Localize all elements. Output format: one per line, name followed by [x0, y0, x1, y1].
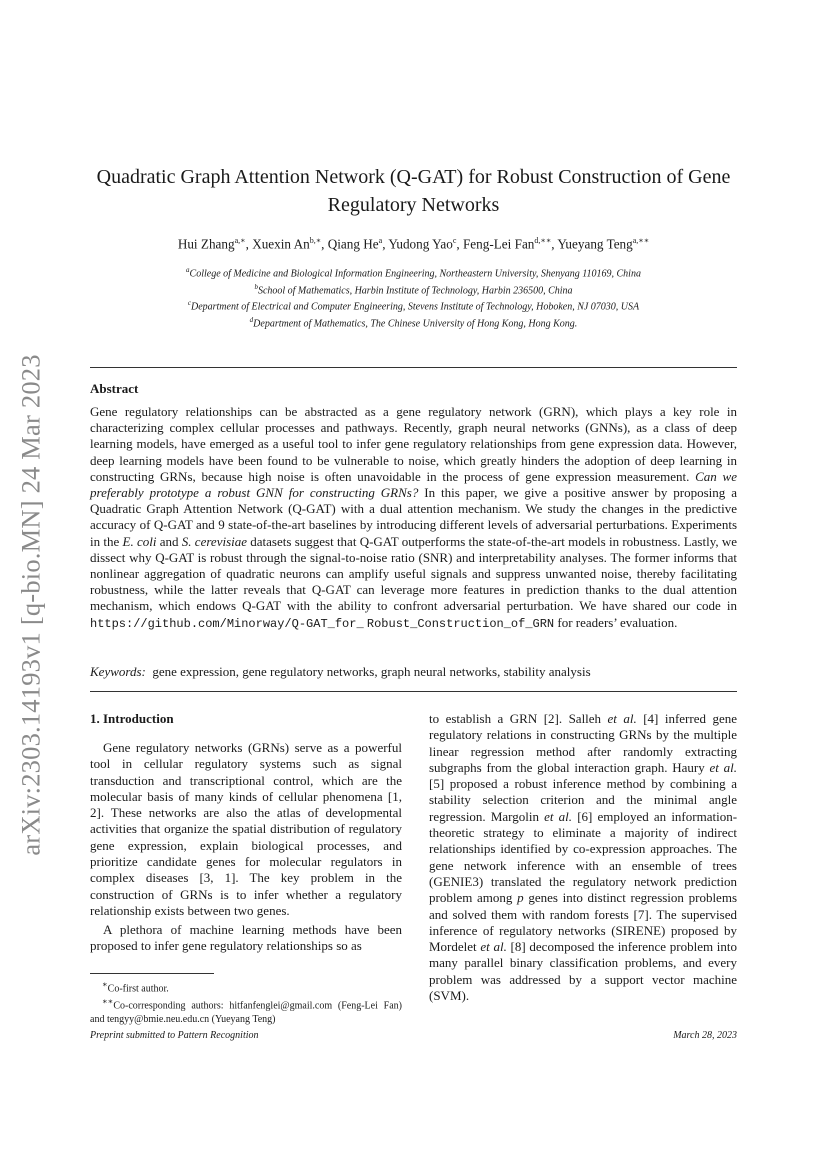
author-marker: a,∗ [234, 236, 246, 245]
intro-right-column: to establish a GRN [2]. Salleh et al. [4] inferred gene regulatory relations in constructing GRNs by the multiple linear regression method after randomly extracting subgraphs from the global interaction graph. Haury et al. [5] proposed a robust inference method by combining a stability selection criterion and the minimal angle regression. Margolin et al. [6] employed an information-theoretic strategy to eliminate a majority of indirect relationships identified by co-expression approaches. The gene network inference with an ensemble of trees (GENIE3) translated the regulatory network prediction problem among p genes into distinct regression problems and solved them with random forests [7]. The supervised inference of regulatory networks (SIRENE) proposed by Mordelet et al. [8] decomposed the inference problem into many parallel binary classification problems, and every problem was addressed by a support vector machine (SVM). [429, 711, 738, 1004]
author: Hui Zhang [177, 236, 235, 252]
author-list: Hui Zhang$^{a,∗}$, Xuexin $An^{b,∗}$, Qiang He$^a$, Yudong Yao$^c$, Feng-Lei Fan$^{d,∗∗}$, Yueyang Teng$^{a,∗∗}$ [177, 236, 650, 252]
author-marker: a [378, 236, 383, 245]
paper-title: Quadratic Graph Attention Network (Q-GAT) for Robust Construction of Gene Regulatory Networks [96, 166, 731, 216]
footer-submission-note: Preprint submitted to Pattern Recognition [90, 1030, 259, 1041]
section-heading-introduction: 1. Introduction [90, 711, 174, 726]
intro-paragraph-1: Gene regulatory networks (GRNs) serve as a powerful tool in cellular regulatory systems such as signal transduction and transcriptional control, which are the molecular basis of many kinds of cellular phenomena [1, 2]. These networks are also the atlas of developmental activities that organize the spatial distribution of regulatory gene expression, explain biological processes, and prioritize candidate genes for molecular regulators in complex diseases [3, 1]. The key problem in the construction of GRNs is to infer whether a regulatory relationship exists between two genes. [90, 740, 402, 918]
author-marker: b,∗ [309, 236, 322, 245]
abstract-body: Gene regulatory relationships can be abstracted as a gene regulatory network (GRN), which plays a key role in characterizing complex cellular processes and pathways. Recently, graph neural networks (GNNs), as a class of deep learning models, have emerged as a useful tool to infer gene regulatory relationships from gene expression data. However, deep learning models have been found to be vulnerable to noise, which greatly hinders the adoption of deep learning in constructing GRNs, because high noise is often unavoidable in the process of gene expression measurement. Can we preferably prototype a robust GNN for constructing GRNs? In this paper, we give a positive answer by proposing a Quadratic Graph Attention Network (Q-GAT) with a dual attention mechanism. We study the changes in the predictive accuracy of Q-GAT and 9 state-of-the-art baselines by introducing different levels of adversarial perturbations. Experiments in the E. coli and S. cerevisiae datasets suggest that Q-GAT outperforms the state-of-the-art models in robustness. Lastly, we dissect why Q-GAT is robust through the signal-to-noise ratio (SNR) and interpretability analyses. The former informs that nonlinear aggregation of quadratic neurons can amplify useful signals and suppress unwanted noise, thereby facilitating robustness, while the latter reveals that Q-GAT can leverage more features in prediction thanks to the dual attention mechanism, which endows Q-GAT with the ability to confront adversarial perturbation. We have shared our code in https://github.com/Minorway/Q-GAT_for_ Robust_Construction_of_GRN for readers’ evaluation. [90, 404, 738, 631]
code-link[interactable]: https://github.com/Minorway/Q-GAT_for_ [90, 616, 364, 631]
keywords [90, 664, 737, 680]
author: Qiang He [327, 236, 379, 252]
affiliation: $^a$College of Medicine and Biological Information Engineering, Northeastern University, Shenyang 110169, China [186, 266, 641, 280]
abstract-top-rule [90, 367, 737, 368]
affiliation: $^c$Department of Electrical and Computer Engineering, Stevens Institute of Technology, Hoboken, NJ 07030, USA [187, 299, 640, 313]
keywords-label: Keywords: [90, 664, 146, 679]
author: Yueyang Teng [557, 236, 633, 252]
code-link-continued[interactable]: Robust_Construction_of_GRN [366, 616, 555, 631]
footnote-rule [90, 973, 214, 974]
author: Xuexin An [252, 236, 310, 252]
abstract-bottom-rule [90, 691, 737, 692]
affiliations [90, 264, 737, 331]
footnotes: ∗Co-first author. ∗∗Co-corresponding authors: hitfanfenglei@gmail.com (Feng-Lei Fan) and tengyy@bmie.neu.edu.cn (Yueyang Teng) [90, 980, 402, 1025]
abstract-heading: Abstract [90, 381, 139, 396]
author-marker: c [452, 236, 457, 245]
affiliation: $^b$School of Mathematics, Harbin Institute of Technology, Harbin 236500, China [254, 282, 573, 297]
affiliation: $^d$Department of Mathematics, The Chinese University of Hong Kong, Hong Kong. [249, 316, 578, 330]
author: Feng-Lei Fan [462, 236, 535, 252]
author-marker: a,∗∗ [632, 236, 650, 245]
footer-date: March 28, 2023 [673, 1030, 737, 1041]
intro-paragraph-2: A plethora of machine learning methods have been proposed to infer gene regulatory relationships so as [90, 922, 402, 954]
arxiv-sidebar-stamp [7, 340, 55, 870]
author: Yudong Yao [388, 236, 453, 252]
keywords-text: gene expression, gene regulatory networks, graph neural networks, stability analysis [152, 664, 591, 679]
arxiv-id: arXiv:2303.14193v1 [q-bio.MN] 24 Mar 2023 [15, 354, 46, 856]
author-marker: d,∗∗ [534, 236, 552, 245]
